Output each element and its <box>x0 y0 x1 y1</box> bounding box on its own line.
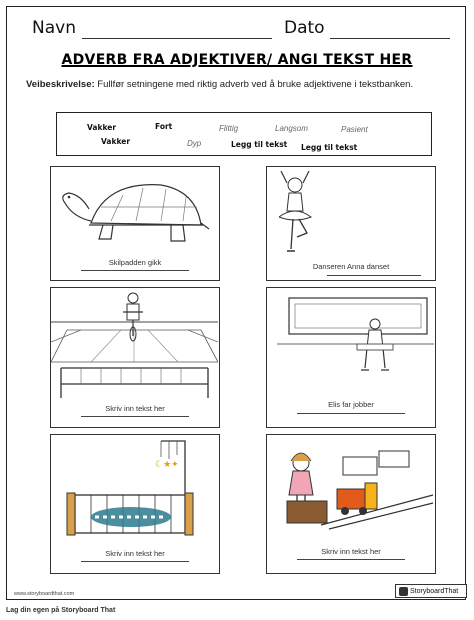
date-line <box>330 38 450 39</box>
name-label: Navn <box>32 18 76 38</box>
panel-caption: Skilpadden gikk <box>108 258 162 267</box>
word-bank <box>56 112 432 156</box>
answer-line <box>81 561 189 562</box>
story-panel <box>266 287 436 428</box>
cyclist-icon <box>51 288 218 398</box>
word-bank-item: Vakker <box>87 123 117 132</box>
story-panel <box>266 166 436 281</box>
storyboardthat-logo[interactable] <box>395 584 467 598</box>
word-bank-item: Flittig <box>219 124 239 133</box>
answer-line <box>327 275 421 276</box>
storyboard-logo-icon <box>399 587 408 596</box>
svg-text:☾★✦: ☾★✦ <box>155 460 179 470</box>
panel-caption: Skriv inn tekst her <box>105 549 165 558</box>
word-bank-item: Vakker <box>101 137 131 146</box>
girl-toy-train-icon <box>267 437 434 537</box>
answer-line <box>81 416 189 417</box>
answer-line <box>297 559 405 560</box>
crib-baby-icon <box>51 437 218 537</box>
date-label: Dato <box>284 18 325 38</box>
create-your-own-link[interactable]: Lag din egen på Storyboard That <box>6 607 116 614</box>
panel-caption: Skriv inn tekst her <box>105 404 165 413</box>
word-bank-item: Legg til tekst <box>301 143 358 152</box>
answer-line <box>297 413 405 414</box>
instructions <box>26 79 413 90</box>
logo-text: StoryboardThat <box>410 587 459 595</box>
word-bank-item: Legg til tekst <box>231 140 288 149</box>
answer-line <box>81 270 189 271</box>
panel-caption: Elis far jobber <box>328 400 374 409</box>
worksheet-title: ADVERB FRA ADJEKTIVER/ ANGI TEKST HER <box>61 52 413 68</box>
story-panel <box>50 287 220 428</box>
word-bank-item: Pasient <box>341 125 368 134</box>
panel-caption: Skriv inn tekst her <box>321 547 381 556</box>
footer-url: www.storyboardthat.com <box>14 591 75 597</box>
office-worker-icon <box>267 288 434 388</box>
ballerina-icon <box>267 171 434 261</box>
instructions-label: Veibeskrivelse: <box>26 79 95 90</box>
word-bank-item: Fort <box>155 122 173 131</box>
word-bank-item: Langsom <box>275 124 308 133</box>
word-bank-item: Dyp <box>187 139 202 148</box>
turtle-icon <box>51 173 218 253</box>
story-panel <box>50 434 220 574</box>
name-line <box>82 38 272 39</box>
story-panel <box>266 434 436 574</box>
instructions-text: Fullfør setningene med riktig adverb ved å bruke adjektivene i tekstbanken. <box>94 79 414 90</box>
story-panel <box>50 166 220 281</box>
panel-caption: Danseren Anna danset <box>312 262 390 271</box>
